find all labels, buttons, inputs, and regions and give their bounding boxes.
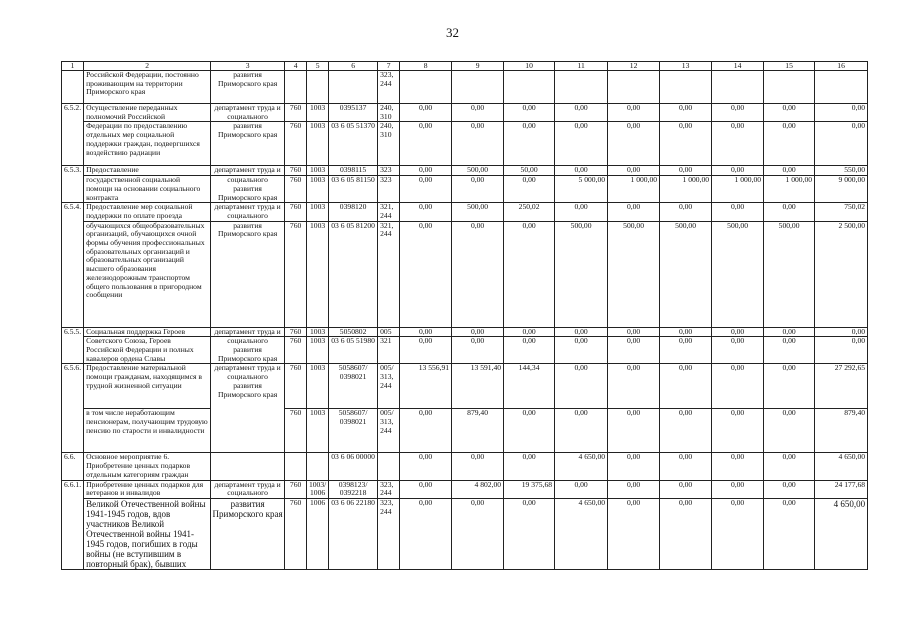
table-cell: 1003 (307, 337, 329, 364)
table-cell: 1 000,00 (764, 176, 815, 203)
table-cell: 500,00 (764, 221, 815, 327)
table-cell: 0,00 (504, 122, 555, 166)
table-cell: 0,00 (400, 166, 452, 176)
table-cell: Социальная поддержка Героев (84, 327, 211, 337)
table-cell: 0,00 (400, 221, 452, 327)
table-row (62, 498, 868, 569)
table-cell (712, 71, 764, 104)
table-cell: 6.6.1. (62, 480, 84, 569)
table-cell: 1003 (307, 221, 329, 327)
table-cell: 323 (378, 166, 400, 176)
table-cell: 0,00 (452, 221, 504, 327)
table-cell (211, 453, 285, 480)
column-header: 6 (329, 62, 378, 71)
table-cell: 0,00 (712, 166, 764, 176)
table-cell: 0,00 (815, 104, 868, 122)
table-cell: 4 650,00 (555, 498, 608, 569)
table-cell (329, 71, 378, 104)
table-cell: 0,00 (764, 364, 815, 409)
table-row (62, 409, 868, 453)
table-cell: 0,00 (660, 409, 712, 453)
table-cell: 760 (285, 221, 307, 327)
table-cell: 0,00 (712, 104, 764, 122)
column-header: 10 (504, 62, 555, 71)
column-header: 9 (452, 62, 504, 71)
table-cell: 0,00 (764, 409, 815, 453)
table-cell: 0,00 (712, 364, 764, 409)
table-cell: 0,00 (764, 122, 815, 166)
table-cell: 13 556,91 (400, 364, 452, 409)
table-cell: 0,00 (555, 122, 608, 166)
table-cell: 750,02 (815, 203, 868, 221)
table-cell: 0,00 (504, 409, 555, 453)
table-cell: Российской Федерации, постоянно проживающим на территории Приморского края (84, 71, 211, 104)
table-cell: 6.5.5. (62, 327, 84, 364)
table-cell: Предоставление мер социальной поддержки по оплате проезда (84, 203, 211, 221)
table-cell (285, 453, 307, 480)
table-cell: 760 (285, 480, 307, 498)
table-cell: 0,00 (452, 104, 504, 122)
table-body (62, 62, 868, 570)
table-cell: 0,00 (608, 203, 660, 221)
column-header: 16 (815, 62, 868, 71)
table-cell: Федерации по предоставлению отдельных мер социальной поддержки граждан, подвергшихся воздействию радиации (84, 122, 211, 166)
table-cell (452, 71, 504, 104)
table-cell: 0,00 (660, 337, 712, 364)
table-cell: департамент труда и социального (211, 203, 285, 221)
table-cell: департамент труда и социального (211, 480, 285, 498)
table-cell (504, 71, 555, 104)
table-cell: 5058607/ 0398021 (329, 409, 378, 453)
table-cell: 03 6 05 51370 (329, 122, 378, 166)
table-cell: 0,00 (608, 409, 660, 453)
table-cell: 0,00 (555, 480, 608, 498)
table-cell: 005/ 313, 244 (378, 364, 400, 409)
table-cell: 0,00 (452, 176, 504, 203)
table-cell: 1003 (307, 203, 329, 221)
table-cell: 0,00 (815, 122, 868, 166)
table-cell: 6.5.3. (62, 166, 84, 203)
table-cell: 0,00 (452, 327, 504, 337)
table-cell: 500,00 (660, 221, 712, 327)
table-cell: 24 177,68 (815, 480, 868, 498)
table-cell: 0,00 (400, 409, 452, 453)
table-cell: 0,00 (712, 337, 764, 364)
table-cell: 1 000,00 (660, 176, 712, 203)
table-cell: развития Приморского края (211, 122, 285, 166)
table-row (62, 480, 868, 498)
table-cell: 321 (378, 337, 400, 364)
table-row (62, 453, 868, 480)
table-cell: 0,00 (660, 327, 712, 337)
table-cell: 0,00 (712, 409, 764, 453)
table-cell: 500,00 (608, 221, 660, 327)
column-header: 13 (660, 62, 712, 71)
table-cell: обучающихся общеобразовательных организаций, обучающихся очной формы обучения профессиональных образовательных организаций и образовательных организаций высшего образования железнодорожным транспортом общего пользования в пригородном сообщении (84, 221, 211, 327)
table-cell: 0,00 (660, 480, 712, 498)
table-cell: 27 292,65 (815, 364, 868, 409)
table-cell: 0,00 (400, 327, 452, 337)
table-cell: департамент труда и (211, 166, 285, 176)
table-cell: Советского Союза, Героев Российской Федерации и полных кавалеров ордена Славы (84, 337, 211, 364)
table-cell: 1003/ 1006 (307, 480, 329, 498)
table-cell: развития Приморского края (211, 221, 285, 327)
table-cell: 760 (285, 122, 307, 166)
table-cell: 5050802 (329, 327, 378, 337)
table-cell: 240, 310 (378, 122, 400, 166)
header-row (62, 62, 868, 71)
table-cell: 03 6 05 51980 (329, 337, 378, 364)
table-cell: департамент труда и социального развития Приморского края (211, 364, 285, 453)
table-cell: департамент труда и социального (211, 104, 285, 122)
table-cell: 005/ 313, 244 (378, 409, 400, 453)
table-cell: 0,00 (504, 453, 555, 480)
table-cell (660, 71, 712, 104)
table-cell: 0,00 (400, 480, 452, 498)
table-cell: 0,00 (452, 337, 504, 364)
table-cell: 0,00 (712, 453, 764, 480)
table-cell: развития Приморского края (211, 71, 285, 104)
table-cell: 0,00 (608, 104, 660, 122)
table-cell: 321, 244 (378, 203, 400, 221)
table-cell: 0,00 (504, 327, 555, 337)
table-cell: 0,00 (660, 498, 712, 569)
table-cell: 0,00 (764, 337, 815, 364)
table-cell: 760 (285, 203, 307, 221)
table-cell: 0,00 (712, 498, 764, 569)
table-cell: 19 375,68 (504, 480, 555, 498)
table-cell: 0395137 (329, 104, 378, 122)
table-cell: 0,00 (504, 221, 555, 327)
table-cell: 0,00 (815, 337, 868, 364)
column-header: 8 (400, 62, 452, 71)
table-cell: в том числе неработающим пенсионерам, получающим трудовую пенсию по старости и инвалидности (84, 409, 211, 453)
table-cell: 0,00 (712, 327, 764, 337)
table-cell: 0,00 (400, 176, 452, 203)
table-cell: 1003 (307, 364, 329, 409)
table-cell: 0,00 (400, 337, 452, 364)
table-row (62, 104, 868, 122)
table-cell: 760 (285, 327, 307, 337)
table-cell: 0,00 (504, 104, 555, 122)
table-cell (62, 71, 84, 104)
table-cell: 0,00 (400, 122, 452, 166)
table-cell: 03 6 06 22180 (329, 498, 378, 569)
table-row (62, 176, 868, 203)
table-cell: развития Приморского края (211, 498, 285, 569)
table-cell: Предоставление материальной помощи гражданам, находящимся в трудной жизненной ситуации (84, 364, 211, 409)
table-row (62, 122, 868, 166)
table-cell: 1 000,00 (712, 176, 764, 203)
table-cell: 0,00 (555, 409, 608, 453)
table-cell (378, 453, 400, 480)
table-cell: социального развития Приморского края (211, 337, 285, 364)
table-cell: 0,00 (400, 453, 452, 480)
table-cell: 0,00 (660, 166, 712, 176)
table-cell: 1 000,00 (608, 176, 660, 203)
column-header: 1 (62, 62, 84, 71)
table-cell: 6.5.4. (62, 203, 84, 327)
table-cell: департамент труда и (211, 327, 285, 337)
table-cell (608, 71, 660, 104)
table-cell: 1003 (307, 327, 329, 337)
table-cell: 0,00 (660, 104, 712, 122)
table-row (62, 71, 868, 104)
table-cell: 6.6. (62, 453, 84, 480)
table-cell: социального развития Приморского края (211, 176, 285, 203)
table-cell: 0,00 (504, 337, 555, 364)
table-cell: 0,00 (660, 203, 712, 221)
table-cell: 0,00 (608, 364, 660, 409)
table-cell: Основное мероприятие 6. Приобретение ценных подарков отдельным категориям граждан (84, 453, 211, 480)
table-cell: 50,00 (504, 166, 555, 176)
table-cell: 0,00 (712, 122, 764, 166)
table-cell: 6.5.6. (62, 364, 84, 453)
table-cell: 760 (285, 104, 307, 122)
table-cell: 0,00 (555, 203, 608, 221)
table-cell: 500,00 (555, 221, 608, 327)
table-cell: 1003 (307, 166, 329, 176)
table-cell: 1003 (307, 122, 329, 166)
table-cell: 1003 (307, 104, 329, 122)
table-cell: 5058607/ 0398021 (329, 364, 378, 409)
table-cell: 0,00 (555, 104, 608, 122)
table-row (62, 203, 868, 221)
table-cell: 760 (285, 166, 307, 176)
table-cell: 240, 310 (378, 104, 400, 122)
table-cell: 0398123/ 0392218 (329, 480, 378, 498)
table-cell: 0,00 (504, 176, 555, 203)
table-cell: 0,00 (764, 498, 815, 569)
table-cell: 0,00 (764, 203, 815, 221)
table-cell: государственной социальной помощи на основании социального контракта (84, 176, 211, 203)
table-cell: Великой Отечественной войны 1941-1945 годов, вдов участников Великой Отечественной войны 1941-1945 годов, погибших в годы войны (не вступившим в повторный брак), бывших (84, 498, 211, 569)
table-row (62, 221, 868, 327)
table-cell: 323, 244 (378, 480, 400, 498)
table-cell (285, 71, 307, 104)
column-header: 5 (307, 62, 329, 71)
table-cell: 4 650,00 (555, 453, 608, 480)
table-cell: 03 6 06 00000 (329, 453, 378, 480)
column-header: 7 (378, 62, 400, 71)
column-header: 11 (555, 62, 608, 71)
table-cell: 0,00 (764, 166, 815, 176)
table-cell: 1003 (307, 176, 329, 203)
table-cell: 0,00 (452, 122, 504, 166)
table-cell: 0,00 (608, 337, 660, 364)
column-header: 14 (712, 62, 764, 71)
table-cell: 0,00 (608, 480, 660, 498)
table-cell: 4 802,00 (452, 480, 504, 498)
table-cell: 0,00 (555, 337, 608, 364)
table-cell: 4 650,00 (815, 453, 868, 480)
budget-table (61, 61, 868, 570)
table-cell: 0,00 (608, 453, 660, 480)
table-cell (555, 71, 608, 104)
table-cell (307, 453, 329, 480)
table-cell: 2 500,00 (815, 221, 868, 327)
table-cell: 0398120 (329, 203, 378, 221)
table-cell: 0,00 (660, 453, 712, 480)
table-cell: 321, 244 (378, 221, 400, 327)
table-cell: 0,00 (504, 498, 555, 569)
table-cell: 0398115 (329, 166, 378, 176)
table-cell: 760 (285, 176, 307, 203)
table-cell: 144,34 (504, 364, 555, 409)
table-cell: Осуществление переданных полномочий Российской (84, 104, 211, 122)
table-cell: 0,00 (660, 364, 712, 409)
table-cell: 323, 244 (378, 71, 400, 104)
table-cell: 250,02 (504, 203, 555, 221)
table-cell: 0,00 (815, 327, 868, 337)
table-cell: 1006 (307, 498, 329, 569)
table-cell: 0,00 (555, 327, 608, 337)
table-cell: 879,40 (815, 409, 868, 453)
table-cell: Предоставление (84, 166, 211, 176)
table-cell: 0,00 (555, 166, 608, 176)
table-cell: 0,00 (452, 453, 504, 480)
table-cell: 0,00 (608, 166, 660, 176)
table-cell (815, 71, 868, 104)
table-cell (764, 71, 815, 104)
table-row (62, 166, 868, 176)
table-cell: 0,00 (452, 498, 504, 569)
table-cell: 13 591,40 (452, 364, 504, 409)
table-cell: 9 000,00 (815, 176, 868, 203)
column-header: 2 (84, 62, 211, 71)
table-cell: 0,00 (400, 104, 452, 122)
table-cell: 6.5.2. (62, 104, 84, 166)
table-cell: 0,00 (608, 498, 660, 569)
table-cell: 500,00 (452, 203, 504, 221)
column-header: 3 (211, 62, 285, 71)
table-cell: 0,00 (712, 480, 764, 498)
table-row (62, 364, 868, 409)
table-cell: 0,00 (764, 480, 815, 498)
table-cell: 1003 (307, 409, 329, 453)
table-cell: 879,40 (452, 409, 504, 453)
table-cell (400, 71, 452, 104)
table-cell: 5 000,00 (555, 176, 608, 203)
table-cell: 500,00 (712, 221, 764, 327)
table-cell: 0,00 (400, 498, 452, 569)
table-cell: 03 6 05 81150 (329, 176, 378, 203)
table-cell: 323 (378, 176, 400, 203)
table-cell: 0,00 (764, 104, 815, 122)
table-cell: 0,00 (764, 453, 815, 480)
table-cell: 005 (378, 327, 400, 337)
column-header: 12 (608, 62, 660, 71)
table-cell: Приобретение ценных подарков для ветеранов и инвалидов (84, 480, 211, 498)
table-cell: 500,00 (452, 166, 504, 176)
table-row (62, 327, 868, 337)
column-header: 4 (285, 62, 307, 71)
table-cell: 760 (285, 364, 307, 409)
table-cell: 03 6 05 81200 (329, 221, 378, 327)
table-cell: 0,00 (764, 327, 815, 337)
table-cell: 0,00 (608, 122, 660, 166)
column-header: 15 (764, 62, 815, 71)
table-row (62, 337, 868, 364)
table-cell (307, 71, 329, 104)
table-cell: 0,00 (608, 327, 660, 337)
table-cell: 0,00 (400, 203, 452, 221)
table-cell: 0,00 (712, 203, 764, 221)
table-cell: 4 650,00 (815, 498, 868, 569)
table-cell: 550,00 (815, 166, 868, 176)
table-cell: 323, 244 (378, 498, 400, 569)
table-cell: 760 (285, 409, 307, 453)
table-cell: 760 (285, 498, 307, 569)
page-number: 32 (446, 25, 459, 40)
table-cell: 0,00 (555, 364, 608, 409)
table-cell: 0,00 (660, 122, 712, 166)
table-cell: 760 (285, 337, 307, 364)
